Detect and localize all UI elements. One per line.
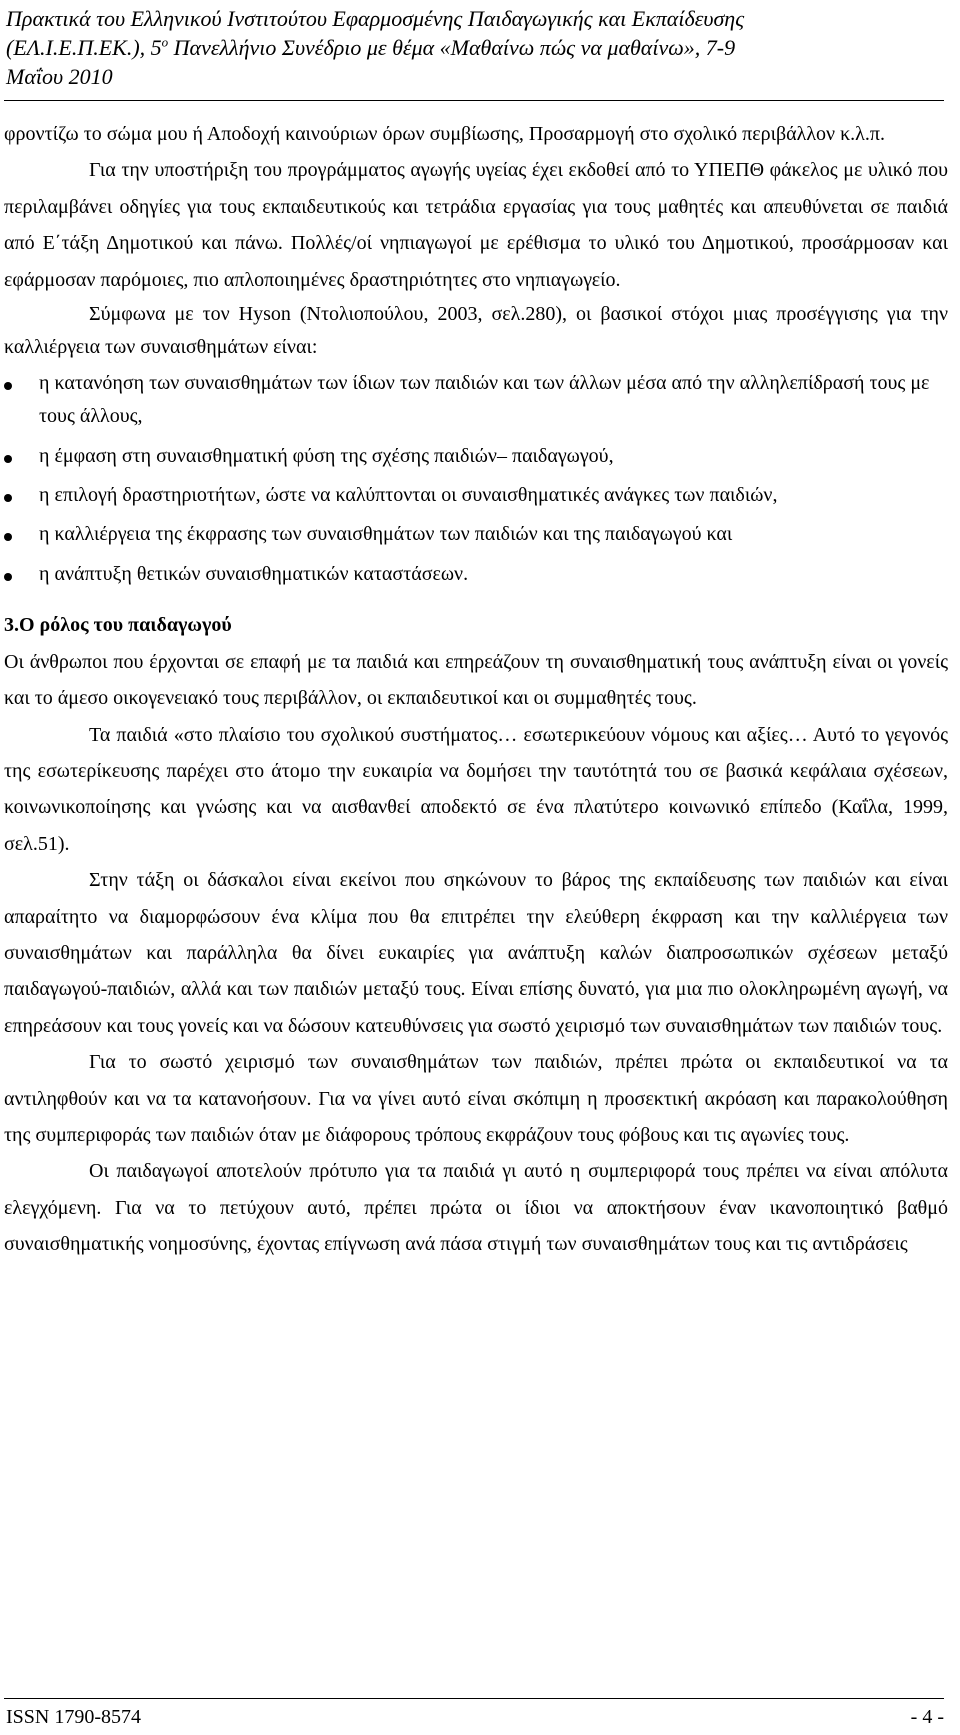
paragraph-handling-emotions: Για το σωστό χειρισμό των συναισθημάτων των παιδιών, πρέπει πρώτα οι εκπαιδευτικοί να τα αντιληφθούν και να τα κατανοήσουν. Για να γίνει αυτό είναι σκόπιμη η προσεκτική ακρόαση και παρακολούθηση της συμπεριφοράς των παιδιών όταν με διάφορους τρόπους εκφράζουν τους φόβους και τις αγωνίες τους.: [4, 1051, 948, 1146]
paragraph-hyson-goals: Σύμφωνα με τον Hyson (Ντολιοπούλου, 2003, σελ.280), οι βασικοί στόχοι μιας προσέγγισης για την καλλιέργεια των συναισθημάτων είναι:: [4, 303, 948, 359]
goals-list: [4, 367, 948, 591]
page-number: - 4 -: [910, 1706, 944, 1728]
list-item-text: η καλλιέργεια της έκφρασης των συναισθημάτων των παιδιών και της παιδαγωγού και: [39, 523, 733, 546]
list-item-text: η έμφαση στη συναισθηματική φύση της σχέσης παιδιών– παιδαγωγού,: [39, 444, 614, 467]
bullet-icon: [4, 494, 12, 502]
page-body: [4, 116, 948, 1263]
bullet-icon: [4, 382, 12, 390]
list-item-text: η ανάπτυξη θετικών συναισθηματικών καταστάσεων.: [39, 562, 469, 585]
issn-number: ISSN 1790-8574: [6, 1706, 142, 1728]
paragraph-health-program: Για την υποστήριξη του προγράμματος αγωγής υγείας έχει εκδοθεί από το ΥΠΕΠΘ φάκελος με υλικό που περιλαμβάνει οδηγίες για τους εκπαιδευτικούς και τετράδια εργασίας για τους μαθητές και απευθύνεται σε παιδιά από Ε΄τάξη Δημοτικού και πάνω. Πολλές/οί νηπιαγωγοί με ερέθισμα το υλικό του Δημοτικού, προσάρμοσαν και εφάρμοσαν παρόμοιες, πιο απλοποιημένες δραστηριότητες στο νηπιαγωγείο.: [4, 159, 948, 291]
list-item: [4, 367, 948, 434]
paragraph-people-influence: Οι άνθρωποι που έρχονται σε επαφή με τα παιδιά και επηρεάζουν τη συναισθηματική τους ανάπτυξη είναι οι γονείς και το άμεσο οικογενειακό τους περιβάλλον, οι εκπαιδευτικοί και οι συμμαθητές τους.: [4, 650, 948, 710]
list-item-text: η κατανόηση των συναισθημάτων των ίδιων των παιδιών και των άλλων μέσα από την αλληλεπίδρασή τους με τους άλλους,: [39, 371, 930, 428]
paragraph-teachers-role: Στην τάξη οι δάσκαλοι είναι εκείνοι που σηκώνουν το βάρος της εκπαίδευσης των παιδιών και είναι απαραίτητο να διαμορφώσουν ένα κλίμα που θα επιτρέπει την ελεύθερη έκφραση και την καλλιέργεια των συναισθημάτων και παράλληλα θα δίνει ευκαιρίες για ανάπτυξη καλών διαπροσωπικών σχέσεων μεταξύ παιδαγωγού-παιδιών, αλλά και των παιδιών μεταξύ τους. Είναι επίσης δυνατό, για μια πιο ολοκληρωμένη αγωγή, να επηρεάσουν και τους γονείς και να δώσουν κατευθύνσεις για σωστό χειρισμό των συναισθημάτων των παιδιών τους.: [4, 869, 948, 1037]
paragraph-role-models: Οι παιδαγωγοί αποτελούν πρότυπο για τα παιδιά γι αυτό η συμπεριφορά τους πρέπει να είναι απόλυτα ελεγχόμενη. Για να το πετύχουν αυτό, πρέπει πρώτα οι ίδιοι να αποκτήσουν έναν ικανοποιητικό βαθμό συναισθηματικής νοημοσύνης, έχοντας επίγνωση ανά πάσα στιγμή των συναισθημάτων τους και τις αντιδράσεις: [4, 1160, 948, 1256]
list-item: [4, 479, 948, 512]
list-item: [4, 558, 948, 591]
running-header: [6, 4, 946, 91]
header-line-3: Μαΐου 2010: [6, 64, 113, 89]
list-item: [4, 518, 948, 551]
bullet-icon: [4, 455, 12, 463]
section-heading: 3.Ο ρόλος του παιδαγωγού: [4, 614, 232, 637]
bullet-icon: [4, 533, 12, 541]
list-item-text: η επιλογή δραστηριοτήτων, ώστε να καλύπτονται οι συναισθηματικές ανάγκες των παιδιών,: [39, 484, 778, 507]
header-line-1: Πρακτικά του Ελληνικού Ινστιτούτου Εφαρμοσμένης Παιδαγωγικής και Εκπαίδευσης: [6, 6, 745, 31]
header-line-2-start: (ΕΛ.Ι.Ε.Π.ΕΚ.), 5: [6, 35, 162, 60]
header-line-2: [6, 33, 946, 62]
bullet-icon: [4, 573, 12, 581]
paragraph-continuation: φροντίζω το σώμα μου ή Αποδοχή καινούριων όρων συμβίωσης, Προσαρμογή στο σχολικό περιβάλλον κ.λ.π.: [4, 123, 885, 145]
list-item: [4, 440, 948, 473]
header-ordinal-superscript: ο: [161, 34, 169, 50]
header-line-2-end: Πανελλήνιο Συνέδριο με θέμα «Μαθαίνω πώς να μαθαίνω», 7-9: [168, 35, 736, 60]
paragraph-school-system: Τα παιδιά «στο πλαίσιο του σχολικού συστήματος… εσωτερικεύουν νόμους και αξίες… Αυτό το γεγονός της εσωτερίκευσης παρέχει στο άτομο την ευκαιρία να δομήσει την ταυτότητά του σε βασικά κεφάλαια σχέσεων, κοινωνικοποίησης και γνώσης και να αισθανθεί αποδεκτό σε ένα πλατύτερο κοινωνικό επίπεδο (Καΐλα, 1999, σελ.51).: [4, 723, 948, 855]
header-rule: [4, 100, 944, 101]
footer-rule: [4, 1698, 944, 1699]
